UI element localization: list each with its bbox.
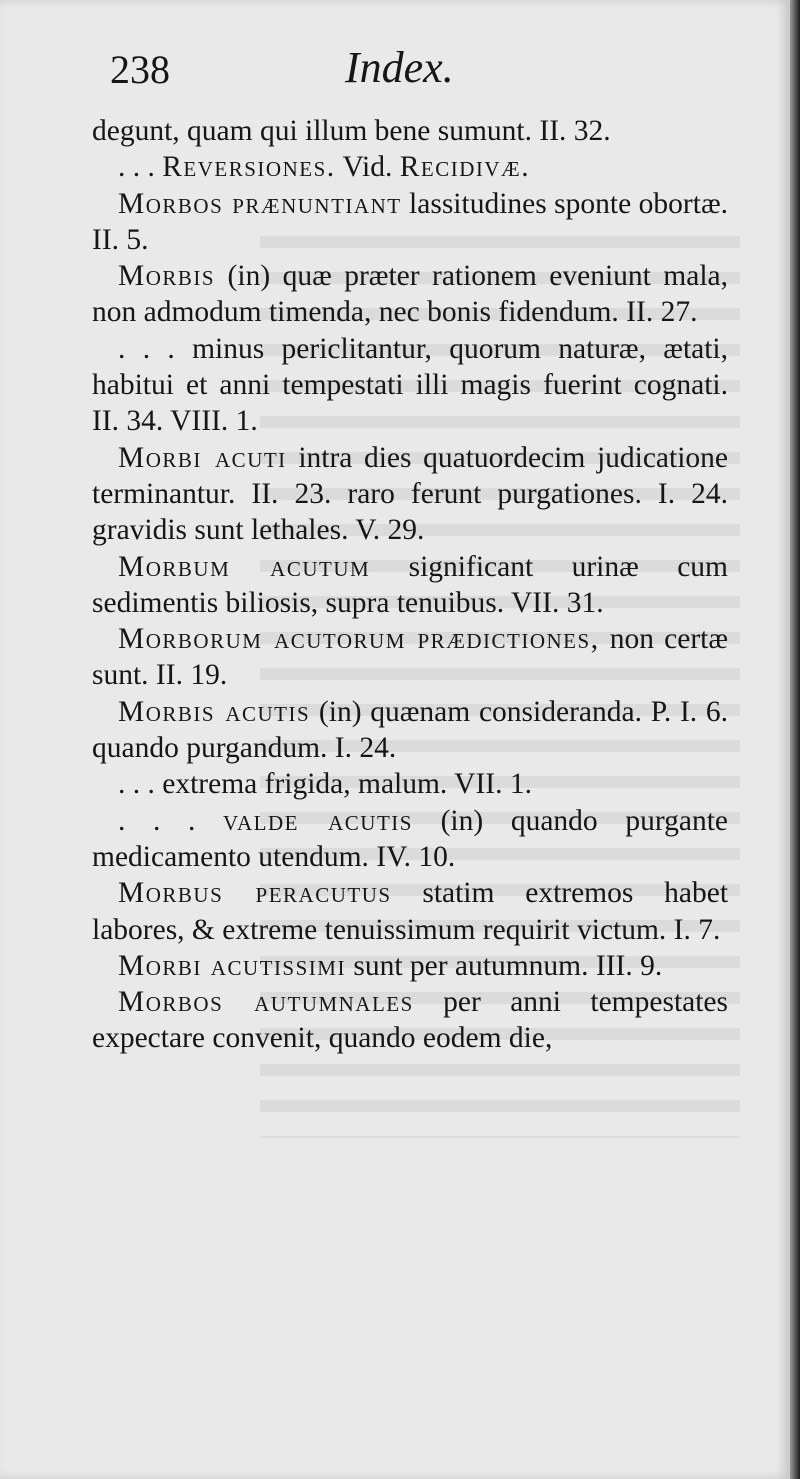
entry-text: (in) quando purgante medicamento utendum. IV. 10. xyxy=(92,804,728,873)
entry-headword: Morborum acutorum prædictiones, xyxy=(118,623,600,656)
entry-text: minus periclitantur, quorum naturæ, ætati, habitui et anni tempestati illi magis fuerint cognati. II. 34. VIII. 1. xyxy=(92,332,729,438)
index-entry xyxy=(92,621,728,694)
entry-headword: Reversiones. xyxy=(162,151,336,184)
index-entry xyxy=(92,766,728,802)
index-entry xyxy=(92,186,728,259)
entry-text: Vid. xyxy=(342,151,393,184)
entry-text: per anni tempestates expectare convenit, quando eodem die, xyxy=(92,986,728,1055)
page-edge-shadow xyxy=(790,0,800,1479)
index-entry xyxy=(92,948,728,984)
index-entry xyxy=(92,694,728,767)
running-title: Index. xyxy=(345,43,454,92)
entry-text: (in) quæ præter rationem eveniunt mala, non admodum timenda, nec bonis fidendum. II. 27. xyxy=(92,260,729,329)
index-entry xyxy=(92,331,728,440)
entry-ellipsis: . . . xyxy=(118,804,196,837)
index-text xyxy=(92,113,728,1057)
entry-text: lassitudines sponte obortæ. II. 5. xyxy=(92,187,728,256)
index-entry xyxy=(92,440,728,549)
page-header xyxy=(92,42,732,102)
index-entry xyxy=(92,875,728,948)
page-number: 238 xyxy=(110,47,170,92)
entry-text: statim extremos habet labores, & extreme tenuissimum requirit victum. I. 7. xyxy=(92,877,729,946)
entry-text: significant urinæ cum sedimentis biliosis, supra tenuibus. VII. 31. xyxy=(92,550,728,619)
entry-text: extrema frigida, malum. VII. 1. xyxy=(162,768,532,801)
entry-ellipsis: . . . xyxy=(118,332,175,365)
index-entry xyxy=(92,549,728,622)
entry-headword: Morbos autumnales xyxy=(118,986,414,1019)
entry-text: intra dies quatuordecim judicatione terminantur. II. 23. raro ferunt purgationes. I. 24. gravidis sunt lethales. V. 29. xyxy=(92,441,729,547)
index-entry xyxy=(92,803,728,876)
entry-headword: valde acutis xyxy=(223,804,413,837)
entry-text: (in) quænam consideranda. P. I. 6. quando purgandum. I. 24. xyxy=(92,695,729,765)
entry-headword: Morbis acutis xyxy=(118,695,311,728)
index-entry xyxy=(92,258,728,331)
entry-headword: Morbis xyxy=(118,260,216,293)
entry-ellipsis: . . . xyxy=(118,768,155,801)
entry-headword: Morbos prænuntiant xyxy=(118,187,402,220)
entry-ellipsis: . . . xyxy=(118,151,155,184)
entry-headword: Morbi acutissimi xyxy=(118,949,346,982)
entry-headword: Morbus peracutus xyxy=(118,877,392,910)
entry-cross-reference: Recidivæ. xyxy=(399,151,531,184)
entry-text: non certæ sunt. II. 19. xyxy=(92,623,729,692)
entry-headword: Morbum acutum xyxy=(118,550,371,583)
entry-headword: Morbi acuti xyxy=(118,441,287,474)
index-entry xyxy=(92,113,728,149)
entry-text: sunt per autumnum. III. 9. xyxy=(353,949,663,982)
index-entry xyxy=(92,149,728,185)
index-entry xyxy=(92,984,728,1057)
entry-text: degunt, quam qui illum bene sumunt. II. 32. xyxy=(92,115,611,147)
